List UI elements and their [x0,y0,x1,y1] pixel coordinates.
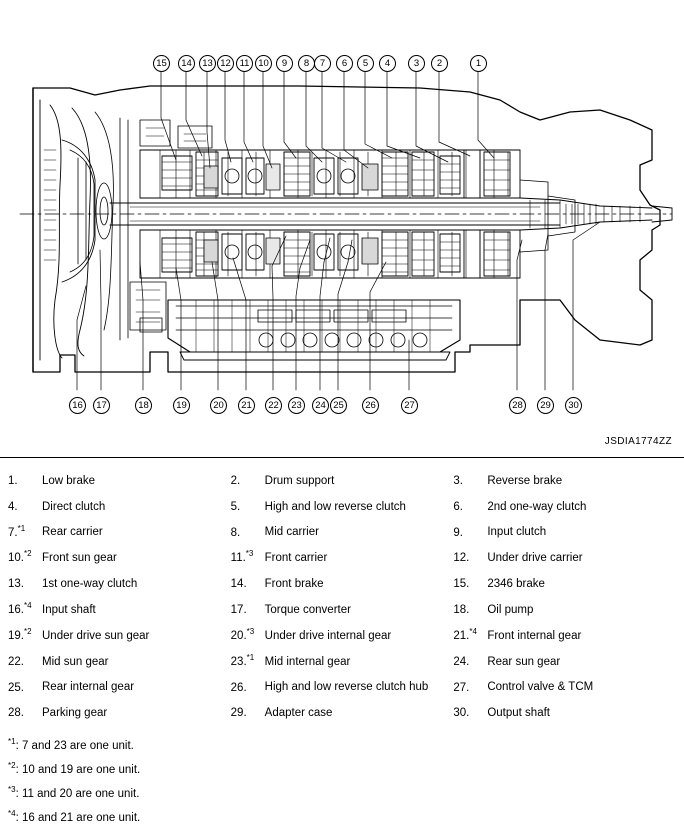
legend-label: Input shaft [42,603,96,616]
callout-26[interactable]: 26 [362,397,379,414]
legend-item-5 [231,494,454,516]
callout-4[interactable]: 4 [379,55,396,72]
legend-item-12 [453,545,676,567]
callout-3[interactable]: 3 [408,55,425,72]
footnote-marker: *3 [8,784,16,794]
legend-item-16 [8,597,231,619]
legend-number: 28. [8,707,24,720]
legend-number: 5. [230,500,241,513]
footnote-3 [8,780,676,804]
callout-19[interactable]: 19 [173,397,190,414]
legend-label: High and low reverse clutch [264,500,406,513]
callout-25[interactable]: 25 [330,397,347,414]
legend-label: Front sun gear [42,552,117,565]
legend-number: 8. [230,526,241,539]
legend-number: 23.$^{*1}$ [230,652,255,668]
legend-number: 6. [453,500,463,513]
legend-item-7 [8,520,231,542]
legend-label: Adapter case [264,707,333,720]
legend-number: 20.$^{*3}$ [230,626,255,642]
callout-2[interactable]: 2 [431,55,448,72]
callout-7[interactable]: 7 [314,55,331,72]
legend-label: Rear internal gear [42,681,135,694]
legend-number: 19.$^{*2}$ [8,626,32,642]
footnote-1 [8,732,676,756]
legend-item-8 [231,520,454,542]
legend-number: 16.$^{*4}$ [8,601,32,616]
callout-20[interactable]: 20 [210,397,227,414]
callout-13[interactable]: 13 [199,55,216,72]
legend-footnote-marker: *1 [17,523,26,533]
callout-24[interactable]: 24 [312,397,329,414]
legend-item-3 [453,468,676,490]
legend-label: Under drive sun gear [42,629,150,642]
callout-1[interactable]: 1 [470,55,487,72]
legend-label: Front carrier [264,552,328,565]
legend-number: 11.$^{*3}$ [230,549,254,565]
legend-section [0,458,684,828]
legend-footnote-marker: *2 [24,626,32,636]
callout-18[interactable]: 18 [135,397,152,414]
callout-21[interactable]: 21 [238,397,255,414]
legend-label: Oil pump [487,603,534,616]
legend-label: 2nd one-way clutch [487,500,587,513]
legend-item-17 [231,597,454,619]
legend-number: 21.$^{*4}$ [453,626,477,642]
callout-8[interactable]: 8 [298,55,315,72]
legend-item-20 [231,623,454,645]
legend-number: 10.$^{*2}$ [8,549,32,565]
footnote-marker: *1 [8,737,16,747]
legend-label: 2346 brake [487,578,545,591]
legend-label: Under drive carrier [487,552,583,565]
footnote-4 [8,804,676,828]
callout-5[interactable]: 5 [357,55,374,72]
callout-10[interactable]: 10 [255,55,272,72]
callout-14[interactable]: 14 [178,55,195,72]
footnote-text: : 10 and 19 are one unit. [15,763,141,776]
legend-item-18 [453,597,676,619]
footnote-2 [8,756,676,780]
legend-item-2 [231,468,454,490]
legend-item-6 [453,494,676,516]
footnote-text: : 7 and 23 are one unit. [15,740,134,753]
legend-item-26 [231,675,454,697]
legend-label: Under drive internal gear [264,629,392,642]
legend-number: 1. [8,474,18,487]
callout-17[interactable]: 17 [93,397,110,414]
legend-label: Mid internal gear [264,655,351,668]
legend-number: 30. [453,707,470,720]
legend-number: 3. [453,474,463,487]
legend-number: 18. [453,603,470,616]
callout-16[interactable]: 16 [69,397,86,414]
legend-footnote-marker: *1 [246,652,255,662]
callout-23[interactable]: 23 [288,397,305,414]
legend-label: Mid sun gear [42,655,109,668]
legend-item-25 [8,675,231,697]
legend-item-15 [453,571,676,593]
callout-11[interactable]: 11 [236,55,253,72]
callout-28[interactable]: 28 [509,397,526,414]
legend-number: 24. [453,655,470,668]
legend-label: Drum support [264,474,335,487]
legend-number: 27. [453,681,470,694]
footnote-marker: *4 [8,808,16,818]
legend-item-23 [231,649,454,671]
legend-number: 25. [8,681,24,694]
legend-footnote-marker: *4 [469,626,477,636]
legend-label: Reverse brake [487,474,563,487]
legend-item-14 [231,571,454,593]
legend-number: 15. [453,578,470,591]
callout-12[interactable]: 12 [217,55,234,72]
legend-number: 13. [8,578,24,591]
legend-label: Low brake [42,474,96,487]
callout-30[interactable]: 30 [565,397,582,414]
legend-label: Mid carrier [264,526,319,539]
legend-label: 1st one-way clutch [42,578,138,591]
callout-29[interactable]: 29 [537,397,554,414]
legend-item-19 [8,623,231,645]
footnote-text: : 11 and 20 are one unit. [15,787,140,800]
legend-item-21 [453,623,676,645]
legend-label: Rear sun gear [487,655,561,668]
legend-label: High and low reverse clutch hub [264,681,429,694]
legend-label: Parking gear [42,707,108,720]
legend-label: Output shaft [487,707,550,720]
legend-item-24 [453,649,676,671]
legend-footnote-marker: *4 [24,601,32,611]
legend-footnote-marker: *2 [24,549,32,559]
legend-item-27 [453,675,676,697]
legend-item-9 [453,520,676,542]
legend-label: Direct clutch [42,500,106,513]
legend-label: Rear carrier [42,526,103,539]
callout-22[interactable]: 22 [265,397,282,414]
legend-label: Torque converter [264,603,351,616]
callout-15[interactable]: 15 [153,55,170,72]
legend-footnote-marker: *3 [246,626,255,636]
legend-number: 14. [230,578,247,591]
legend-item-11 [231,545,454,567]
legend-number: 12. [453,552,470,565]
legend-number: 9. [453,526,463,539]
legend-label: Input clutch [487,526,547,539]
legend-item-1 [8,468,231,490]
legend-item-30 [453,700,676,722]
legend-number: 22. [8,655,24,668]
legend-item-29 [231,700,454,722]
legend-number: 4. [8,500,18,513]
footnote-text: : 16 and 21 are one unit. [15,811,141,824]
figure-code: JSDIA1774ZZ [604,436,672,447]
footnotes [8,732,676,827]
legend-item-28 [8,700,231,722]
callout-27[interactable]: 27 [401,397,418,414]
legend-label: Front brake [264,578,324,591]
footnote-marker: *2 [8,761,16,771]
legend-grid [8,468,676,722]
legend-number: 7.$^{*1}$ [8,523,26,539]
legend-label: Control valve & TCM [487,681,594,694]
legend-number: 2. [230,474,241,487]
callout-9[interactable]: 9 [276,55,293,72]
legend-item-4 [8,494,231,516]
legend-item-10 [8,545,231,567]
legend-number: 29. [230,707,247,720]
legend-number: 17. [230,603,247,616]
legend-label: Front internal gear [487,629,582,642]
callout-6[interactable]: 6 [336,55,353,72]
legend-item-22 [8,649,231,671]
legend-footnote-marker: *3 [245,549,254,559]
legend-number: 26. [230,681,247,694]
legend-item-13 [8,571,231,593]
